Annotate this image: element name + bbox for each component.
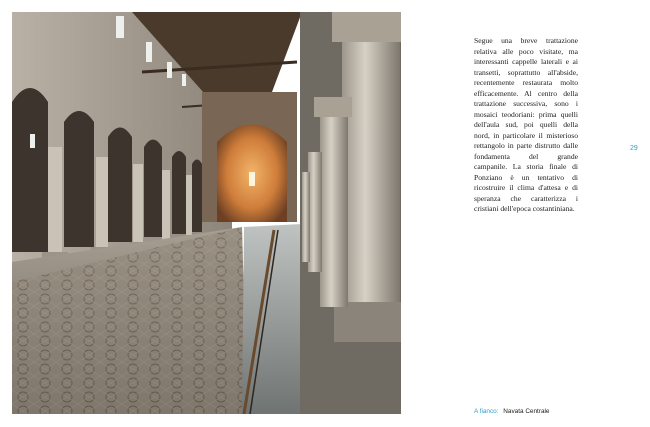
caption-lead: A fianco: bbox=[474, 408, 499, 415]
photo-caption bbox=[474, 408, 549, 415]
page-number: 29 bbox=[630, 145, 638, 152]
body-text: Segue una breve trattazione relativa alle poco visitate, ma interessanti cappelle laterali e ai transetti, soprattutto all'abside, recentemente restaurata molto efficacemente. Al centro della trattazione successiva, sono i mosaici teodoriani: prima quelli dell'aula sud, poi quelli della nord, in particolare il misterioso rettangolo in parte distrutto dalle fondamenta del grande campanile. La storia finale di Ponziano è un tentativo di ricostruire il clima d'attesa e di speranza che caratterizza i cristiani dell'epoca costantiniana. bbox=[474, 36, 578, 213]
basilica-nave-photo bbox=[12, 12, 401, 414]
caption-text: Navata Centrale bbox=[503, 408, 550, 415]
